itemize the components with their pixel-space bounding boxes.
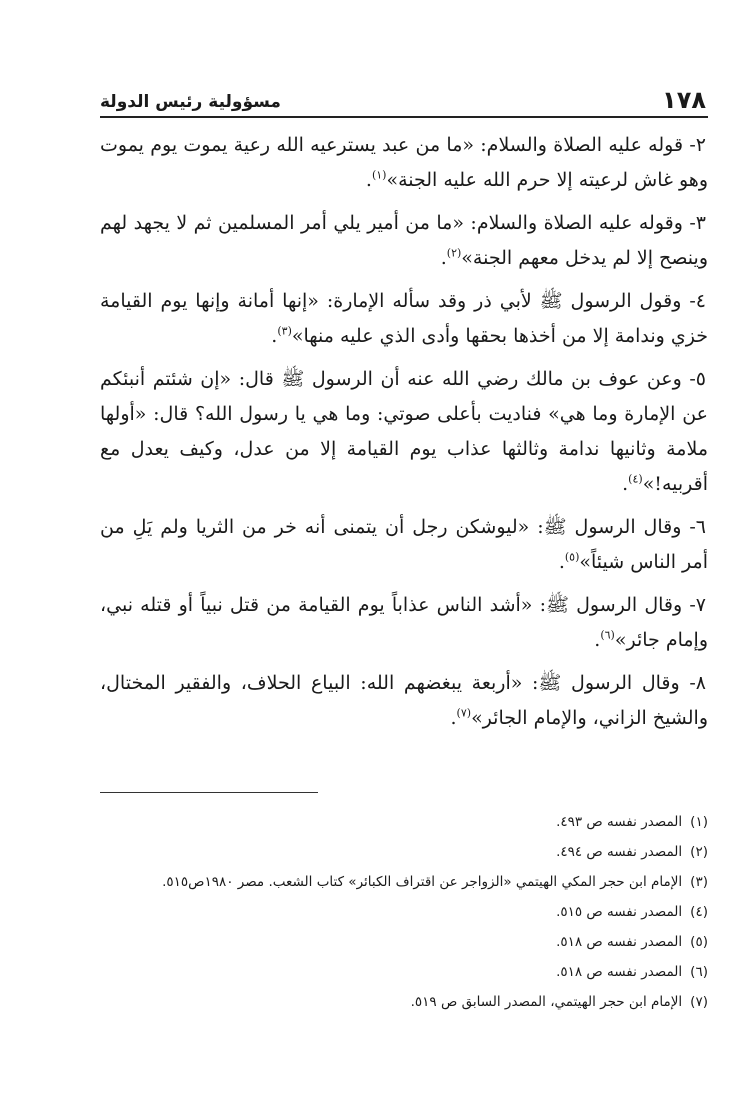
footnote-reference[interactable]: (٣) [277,324,292,338]
footnote-reference[interactable]: (١) [371,168,387,182]
footnote-text: الإمام ابن حجر الهيتمي، المصدر السابق ص ٥١٩. [410,994,683,1010]
footnote-reference[interactable]: (٢) [446,246,462,260]
footnote-index: (٧) [690,994,708,1010]
paragraph-end: . [271,325,278,347]
footnote-index: (٢) [690,844,708,860]
hadith-paragraph [100,206,708,276]
paragraph-number: ٥- [689,368,706,390]
paragraph-text: وقول الرسول ﷺ لأبي ذر وقد سأله الإمارة: «إنها أمانة وإنها يوم القيامة خزي وندامة إلا من أخذها بحقها وأدى الذي عليه منها» [100,290,708,347]
paragraph-text: قوله عليه الصلاة والسلام: «ما من عبد يسترعيه الله رعية يموت يوم يموت وهو غاش لرعيته إلا حرم الله عليه الجنة» [100,134,708,191]
footnote-index: (٦) [690,964,708,980]
footnote-index: (٤) [690,904,708,920]
paragraph-text: وقال الرسول ﷺ: «ليوشكن رجل أن يتمنى أنه خر من الثريا ولم يَلِ من أمر الناس شيئاً» [100,516,708,573]
paragraph-text: وقال الرسول ﷺ: «أشد الناس عذاباً يوم القيامة من قتل نبياً أو قتله نبي، وإمام جائر» [100,594,708,651]
footnote-reference[interactable]: (٥) [564,550,580,564]
footnote-item [100,867,708,897]
paragraph-end: . [622,473,629,495]
footnote-text: الإمام ابن حجر المكي الهيتمي «الزواجر عن اقتراف الكبائر» كتاب الشعب. مصر ١٩٨٠ص٥١٥. [162,874,683,890]
footnote-item [100,927,708,957]
paragraph-end: . [365,169,372,191]
paragraph-number: ٧- [689,594,706,616]
paragraph-text: وقوله عليه الصلاة والسلام: «ما من أمير يلي أمر المسلمين ثم لا يجهد لهم وينصح إلا لم يدخل معهم الجنة» [100,212,708,269]
hadith-paragraph [100,510,708,580]
book-page [100,80,708,1017]
footnote-text: المصدر نفسه ص ٥١٨. [556,964,683,980]
hadith-paragraph [100,362,708,502]
footnote-separator [100,792,318,793]
footnote-index: (٣) [690,874,708,890]
footnote-item [100,837,708,867]
footnote-reference[interactable]: (٤) [628,472,643,486]
paragraph-text: وعن عوف بن مالك رضي الله عنه أن الرسول ﷺ قال: «إن شئتم أنبئكم عن الإمارة وما هي» فناديت بأعلى صوتي: وما هي يا رسول الله؟ قال: «أولها ملامة وثانيها ندامة وثالثها عذاب يوم القيامة إلا من عدل، وكيف يعدل مع أقربيه!» [100,368,708,495]
footnote-index: (١) [690,814,708,830]
footnotes-list [100,807,708,1017]
footnote-index: (٥) [690,934,708,950]
footnote-reference[interactable]: (٦) [600,628,615,642]
footnote-reference[interactable]: (٧) [456,706,472,720]
footnote-text: المصدر نفسه ص ٥١٥. [556,904,683,920]
footnote-item [100,987,708,1017]
paragraph-end: . [440,247,447,269]
footnote-item [100,897,708,927]
paragraph-end: . [594,629,601,651]
hadith-paragraph [100,128,708,198]
footnote-text: المصدر نفسه ص ٤٩٣. [556,814,683,830]
page-header [100,80,708,118]
paragraph-text: وقال الرسول ﷺ: «أربعة يبغضهم الله: البياع الحلاف، والفقير المختال، والشيخ الزاني، والإمام الجائر» [100,672,708,729]
footnote-text: المصدر نفسه ص ٤٩٤. [556,844,683,860]
hadith-paragraph [100,588,708,658]
paragraph-number: ٢- [689,134,706,156]
footnote-item [100,807,708,837]
paragraph-number: ٣- [689,212,706,234]
hadith-paragraph [100,666,708,736]
body-text [100,128,708,736]
paragraph-number: ٤- [689,290,706,312]
paragraph-number: ٦- [689,516,706,538]
page-number: ١٧٨ [662,86,706,114]
paragraph-end: . [450,707,457,729]
footnote-text: المصدر نفسه ص ٥١٨. [556,934,683,950]
paragraph-end: . [558,551,565,573]
paragraph-number: ٨- [689,672,706,694]
running-title: مسؤولية رئيس الدولة [100,92,281,112]
footnote-item [100,957,708,987]
hadith-paragraph [100,284,708,354]
